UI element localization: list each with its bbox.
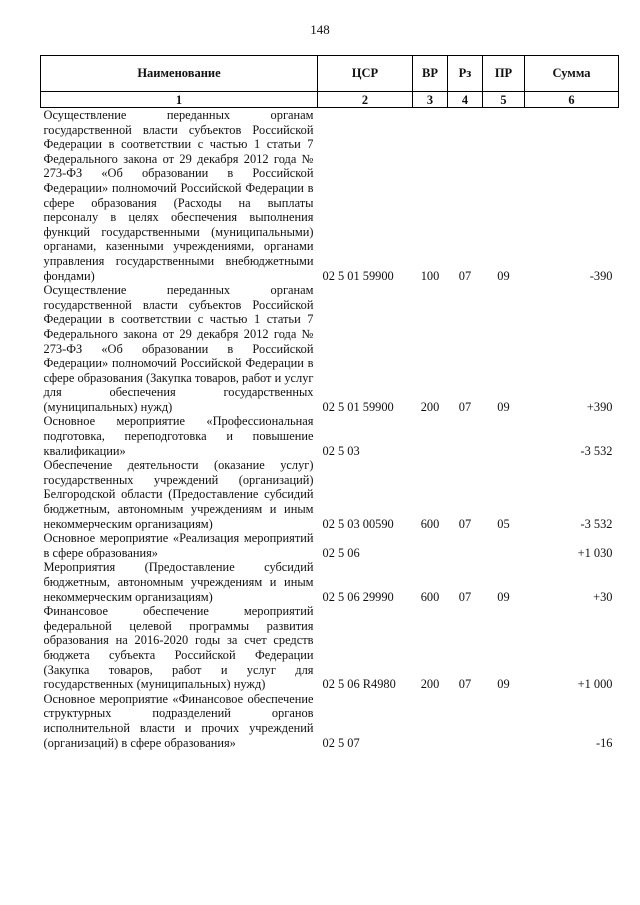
row-sum: -3 532	[580, 516, 613, 531]
header-name: Наименование	[41, 56, 318, 92]
row-rz: 07	[458, 589, 472, 604]
header-number-row	[41, 92, 619, 108]
row-csr: 02 5 06 29990	[322, 589, 394, 604]
table-row	[41, 692, 619, 750]
row-rz	[448, 692, 483, 750]
header-number: 2	[318, 92, 413, 108]
row-csr: 02 5 01 59900	[322, 399, 394, 414]
row-rz	[448, 531, 483, 560]
row-vr: 200	[420, 677, 440, 692]
row-vr: 600	[420, 516, 440, 531]
row-vr	[413, 692, 448, 750]
row-pr: 09	[497, 268, 510, 283]
row-name: Финансовое обеспечение мероприятий федеральной целевой программы развития образования на 2016-2020 годы за счет средств бюджета субъекта Российской Федерации (Закупка товаров, работ и услуг для государственных (муниципальных) нужд)	[43, 604, 314, 692]
table-row	[41, 458, 619, 531]
row-sum: +1 000	[577, 677, 613, 692]
row-sum: -16	[595, 735, 613, 750]
row-sum: -390	[589, 268, 613, 283]
row-name: Осуществление переданных органам государственной власти субъектов Российской Федерации в соответствии с частью 1 статьи 7 Федерального закона от 29 декабря 2012 года № 273-ФЗ «Об образовании в Российской Федерации» полномочий Российской Федерации в сфере образования (Расходы на выплаты персоналу в целях обеспечения выполнения функций государственными (муниципальными) органами, казенными учреждениями, органами управления государственными внебюджетными фондами)	[43, 108, 314, 283]
row-sum: +390	[586, 399, 613, 414]
row-csr: 02 5 03 00590	[322, 516, 394, 531]
row-rz	[448, 414, 483, 458]
row-sum: +30	[593, 589, 613, 604]
row-pr: 09	[497, 399, 510, 414]
row-name: Обеспечение деятельности (оказание услуг) государственных учреждений (организаций) Белгородской области (Предоставление субсидий бюджетным, автономным учреждениям и иным некоммерческим организациям)	[43, 458, 314, 531]
page-number: 148	[310, 22, 330, 37]
row-sum: -3 532	[580, 443, 613, 458]
row-csr: 02 5 01 59900	[322, 268, 394, 283]
table-row	[41, 108, 619, 284]
row-csr: 02 5 06 R4980	[322, 677, 396, 692]
row-pr	[483, 414, 525, 458]
table-row	[41, 283, 619, 414]
row-rz: 07	[458, 399, 472, 414]
row-pr	[483, 692, 525, 750]
row-rz: 07	[458, 516, 472, 531]
row-vr: 200	[420, 399, 440, 414]
row-rz: 07	[458, 677, 472, 692]
header-number: 4	[448, 92, 483, 108]
row-vr: 600	[420, 589, 440, 604]
budget-table	[40, 55, 619, 750]
table-row	[41, 604, 619, 692]
header-number: 3	[413, 92, 448, 108]
row-pr: 09	[497, 589, 510, 604]
header-vr: ВР	[413, 56, 448, 92]
header-csr: ЦСР	[318, 56, 413, 92]
row-name: Основное мероприятие «Профессиональная подготовка, переподготовка и повышение квалификации»	[43, 414, 314, 458]
header-pr: ПР	[483, 56, 525, 92]
header-number: 1	[41, 92, 318, 108]
row-name: Основное мероприятие «Финансовое обеспечение структурных подразделений органов исполнительной власти и прочих учреждений (организаций) в сфере образования»	[43, 691, 314, 750]
header-number: 6	[525, 92, 619, 108]
row-name: Мероприятия (Предоставление субсидий бюджетным, автономным учреждениям и иным некоммерческим организациям)	[43, 560, 314, 604]
table-row	[41, 560, 619, 604]
row-name: Осуществление переданных органам государственной власти субъектов Российской Федерации в соответствии с частью 1 статьи 7 Федерального закона от 29 декабря 2012 года № 273-ФЗ «Об образовании в Российской Федерации» полномочий Российской Федерации в сфере образования (Закупка товаров, работ и услуг для обеспечения государственных (муниципальных) нужд)	[43, 283, 314, 414]
row-sum: +1 030	[577, 545, 613, 560]
header-row	[41, 56, 619, 92]
row-csr: 02 5 03	[322, 443, 360, 458]
row-rz: 07	[458, 268, 472, 283]
row-pr	[483, 531, 525, 560]
header-number: 5	[483, 92, 525, 108]
header-rz: Рз	[448, 56, 483, 92]
row-vr	[413, 531, 448, 560]
table-row	[41, 531, 619, 560]
row-pr: 09	[497, 677, 510, 692]
row-vr: 100	[420, 268, 440, 283]
row-pr: 05	[497, 516, 510, 531]
table-row	[41, 414, 619, 458]
header-sum: Сумма	[525, 56, 619, 92]
row-vr	[413, 414, 448, 458]
row-csr: 02 5 06	[322, 545, 360, 560]
row-name: Основное мероприятие «Реализация мероприятий в сфере образования»	[43, 531, 314, 560]
row-csr: 02 5 07	[322, 735, 360, 750]
